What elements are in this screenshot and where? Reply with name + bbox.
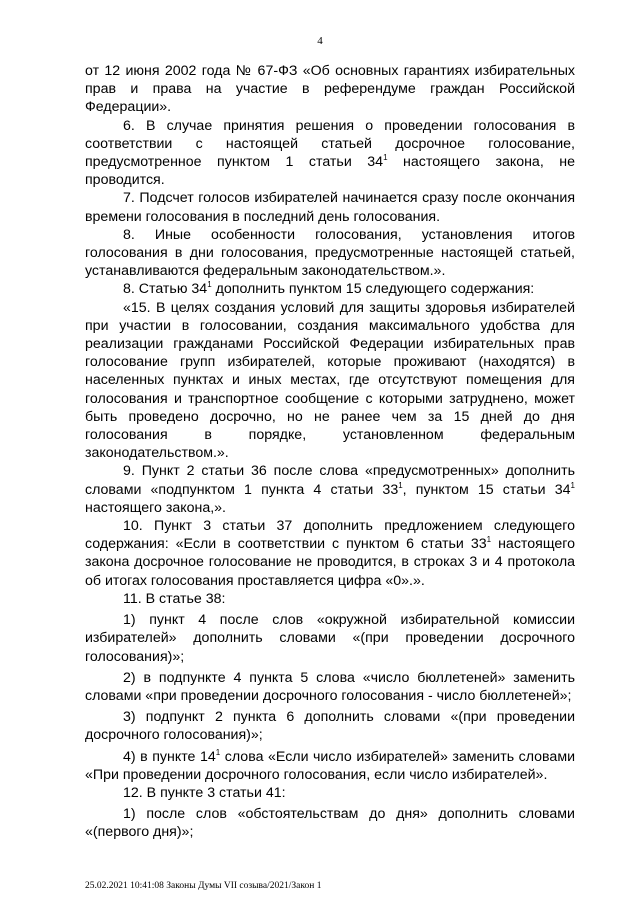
paragraph-2: 6. В случае принятия решения о проведении голосования в соответствии с настоящей статьей досрочное голосование, предусмотренное пунктом 1 статьи $34^1$ настоящего закона, не проводится. <box>85 117 576 189</box>
paragraph-11: 2) в подпункте 4 пункта 5 слова «число бюллетеней» заменить словами «при проведении досрочного голосования - число бюллетеней»; <box>85 669 575 704</box>
document-body <box>85 62 575 842</box>
page-number: 4 <box>317 35 323 47</box>
paragraph-1: от 12 июня 2002 года № 67-ФЗ «Об основных гарантиях избирательных прав и права на участие в референдуме граждан Российской Федерации». <box>85 63 575 116</box>
paragraph-7: 9. Пункт 2 статьи 36 после слова «предусмотренных» дополнить словами «подпунктом 1 пункта 4 статьи $33^1$, пунктом 15 статьи $34^1$ настоящего закона,». <box>85 463 575 516</box>
paragraph-4: 8. Иные особенности голосования, установления итогов голосования в дни голосования, предусмотренные настоящей статьей, устанавливаются федеральным законодательством.». <box>85 226 575 280</box>
paragraph-3: 7. Подсчет голосов избирателей начинается сразу после окончания времени голосования в последний день голосования. <box>85 190 575 225</box>
paragraph-14: 12. В пункте 3 статьи 41: <box>123 784 286 801</box>
paragraph-6: «15. В целях создания условий для защиты здоровья избирателей при участии в голосовании, создания максимального удобства для реализации гражданами Российской Федерации избирательных прав голосование групп избирателей, которые проживают (находятся) в населенных пунктах и иных местах, где отсутствуют помещения для голосования и транспортное сообщение с которыми затруднено, может быть проведено досрочно, но не ранее чем за 15 дней до дня голосования в порядке, установленном федеральным законодательством.». <box>85 299 575 462</box>
paragraph-5: 8. Статью $34^1$ дополнить пунктом 15 следующего содержания: <box>123 280 535 298</box>
paragraph-12: 3) подпункт 2 пункта 6 дополнить словами «(при проведении досрочного голосования)»; <box>85 709 575 744</box>
paragraph-10: 1) пункт 4 после слов «окружной избирательной комиссии избирателей» дополнить словами «(при проведении досрочного голосования)»; <box>85 612 575 665</box>
paragraph-8: 10. Пункт 3 статьи 37 дополнить предложением следующего содержания: «Если в соответствии с пунктом 6 статьи $33^1$ настоящего закона досрочное голосование не проводится, в строках 3 и 4 протокола об итогах голосования проставляется цифра «0».». <box>85 518 575 589</box>
document-footer: 25.02.2021 10:41:08 Законы Думы VII созыва/2021/Закон 1 <box>85 881 322 891</box>
paragraph-13: 4) в пункте $14^1$ слова «Если число избирателей» заменить словами «При проведении досрочного голосования, если число избирателей». <box>85 747 575 783</box>
paragraph-9: 11. В статье 38: <box>123 590 226 607</box>
paragraph-15: 1) после слов «обстоятельствам до дня» дополнить словами «(первого дня)»; <box>85 806 575 841</box>
